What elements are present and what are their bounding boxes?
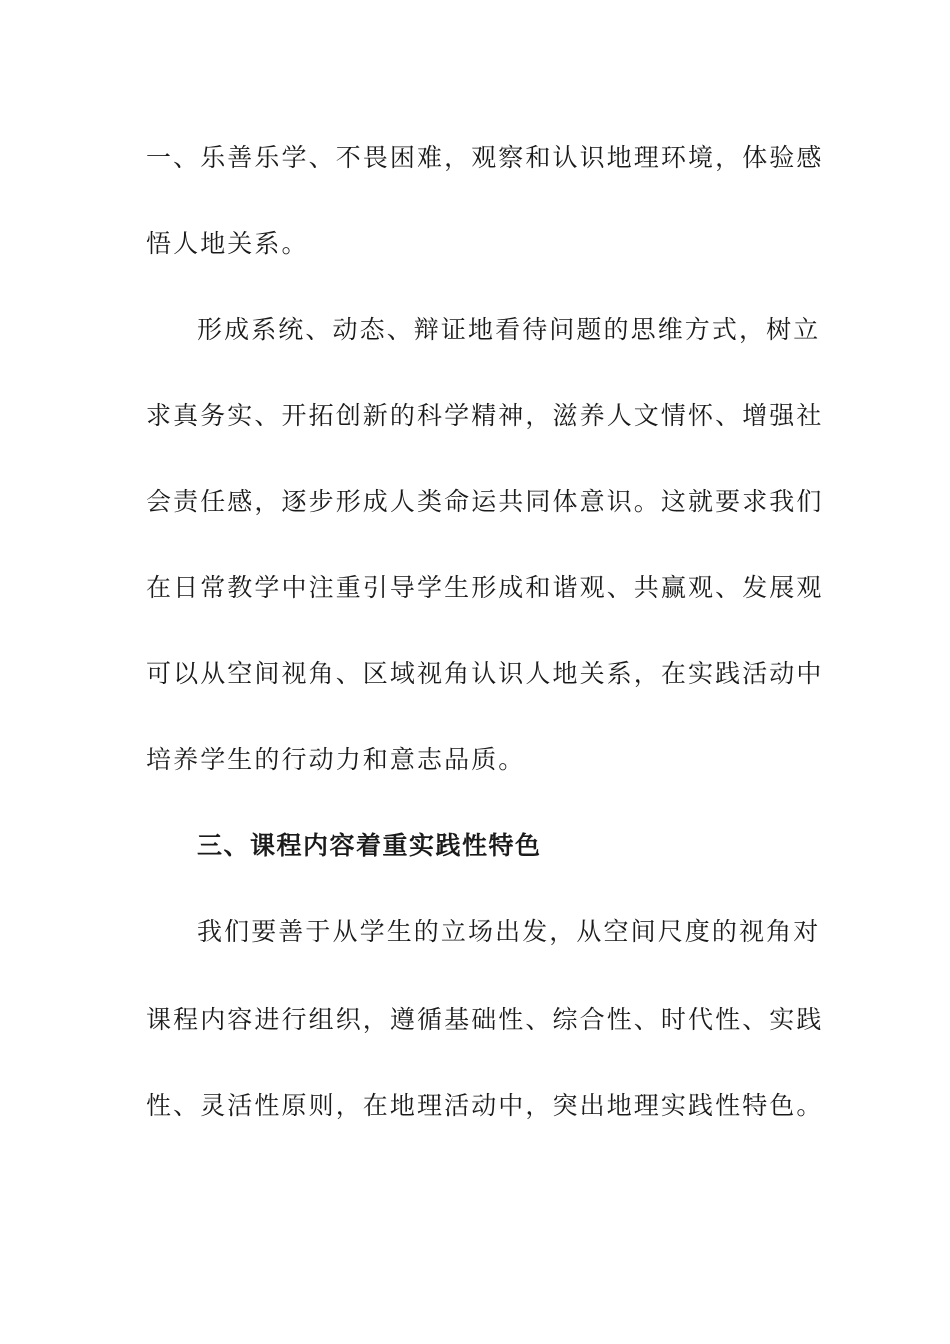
paragraph-line: 一、乐善乐学、不畏困难，观察和认识地理环境，体验感 <box>146 143 824 172</box>
paragraph-line: 课程内容进行组织，遵循基础性、综合性、时代性、实践 <box>146 1005 824 1034</box>
paragraph-line: 可以从空间视角、区域视角认识人地关系，在实践活动中 <box>146 659 824 688</box>
paragraph-line: 性、灵活性原则，在地理活动中，突出地理实践性特色。 <box>146 1091 824 1120</box>
paragraph-line: 我们要善于从学生的立场出发，从空间尺度的视角对 <box>197 917 821 946</box>
paragraph-line: 培养学生的行动力和意志品质。 <box>146 745 526 774</box>
paragraph-line: 在日常教学中注重引导学生形成和谐观、共赢观、发展观 <box>146 573 824 602</box>
paragraph-line: 悟人地关系。 <box>146 229 309 258</box>
paragraph-line: 求真务实、开拓创新的科学精神，滋养人文情怀、增强社 <box>146 401 824 430</box>
section-heading: 三、课程内容着重实践性特色 <box>197 831 542 860</box>
paragraph-line: 形成系统、动态、辩证地看待问题的思维方式，树立 <box>197 315 821 344</box>
paragraph-line: 会责任感，逐步形成人类命运共同体意识。这就要求我们 <box>146 487 824 516</box>
